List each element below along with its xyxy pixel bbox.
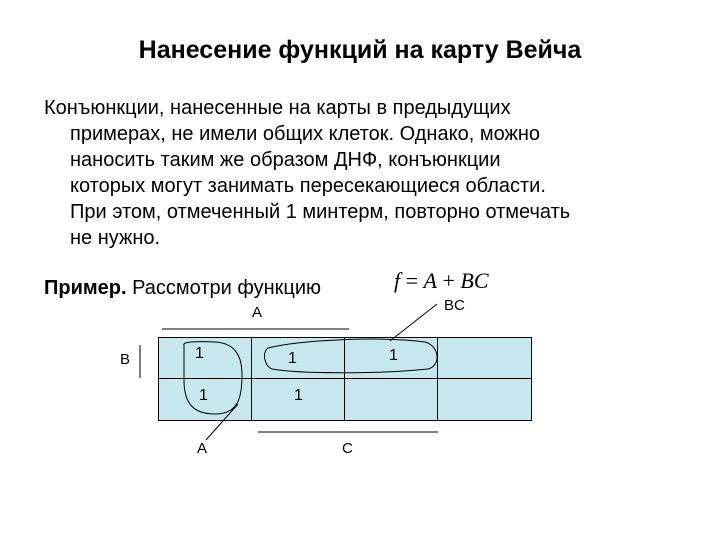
veitch-map — [158, 337, 532, 421]
map-cell — [438, 379, 531, 420]
map-cell: 1 — [345, 338, 438, 379]
leader-bc — [390, 304, 437, 341]
map-cell — [345, 379, 438, 420]
map-label-a-bottom: A — [197, 440, 208, 457]
example-label: Пример. — [44, 277, 127, 299]
paragraph-line: Конъюнкции, нанесенные на карты в предыдущих — [44, 97, 511, 119]
formula-f: f — [394, 268, 401, 293]
map-label-bc: BC — [444, 297, 465, 314]
formula-plus: + — [437, 268, 461, 293]
paragraph-line: наносить таким же образом ДНФ, конъюнкции — [70, 149, 501, 171]
map-cell: 1 — [159, 379, 252, 420]
map-label-a-top: A — [252, 304, 263, 321]
formula-eq: = — [400, 268, 424, 293]
formula-a: A — [423, 268, 437, 293]
map-cell: 1 — [252, 338, 345, 379]
paragraph-line: которых могут занимать пересекающиеся области. — [70, 175, 546, 197]
paragraph-line: При этом, отмеченный 1 минтерм, повторно отмечать — [70, 201, 571, 223]
map-label-b: B — [120, 351, 131, 368]
page-title: Нанесение функций на карту Вейча — [138, 36, 582, 64]
example-line — [44, 277, 321, 300]
map-cell — [438, 338, 531, 379]
formula — [394, 268, 489, 294]
example-text: Рассмотри функцию — [126, 277, 322, 299]
formula-bc: BC — [460, 268, 489, 293]
map-cell: 1 — [159, 338, 252, 379]
map-cell: 1 — [252, 379, 345, 420]
description-paragraph — [44, 95, 704, 251]
paragraph-line: примерах, не имели общих клеток. Однако, можно — [70, 123, 541, 145]
map-label-c: C — [342, 440, 353, 457]
paragraph-line: не нужно. — [70, 227, 161, 249]
